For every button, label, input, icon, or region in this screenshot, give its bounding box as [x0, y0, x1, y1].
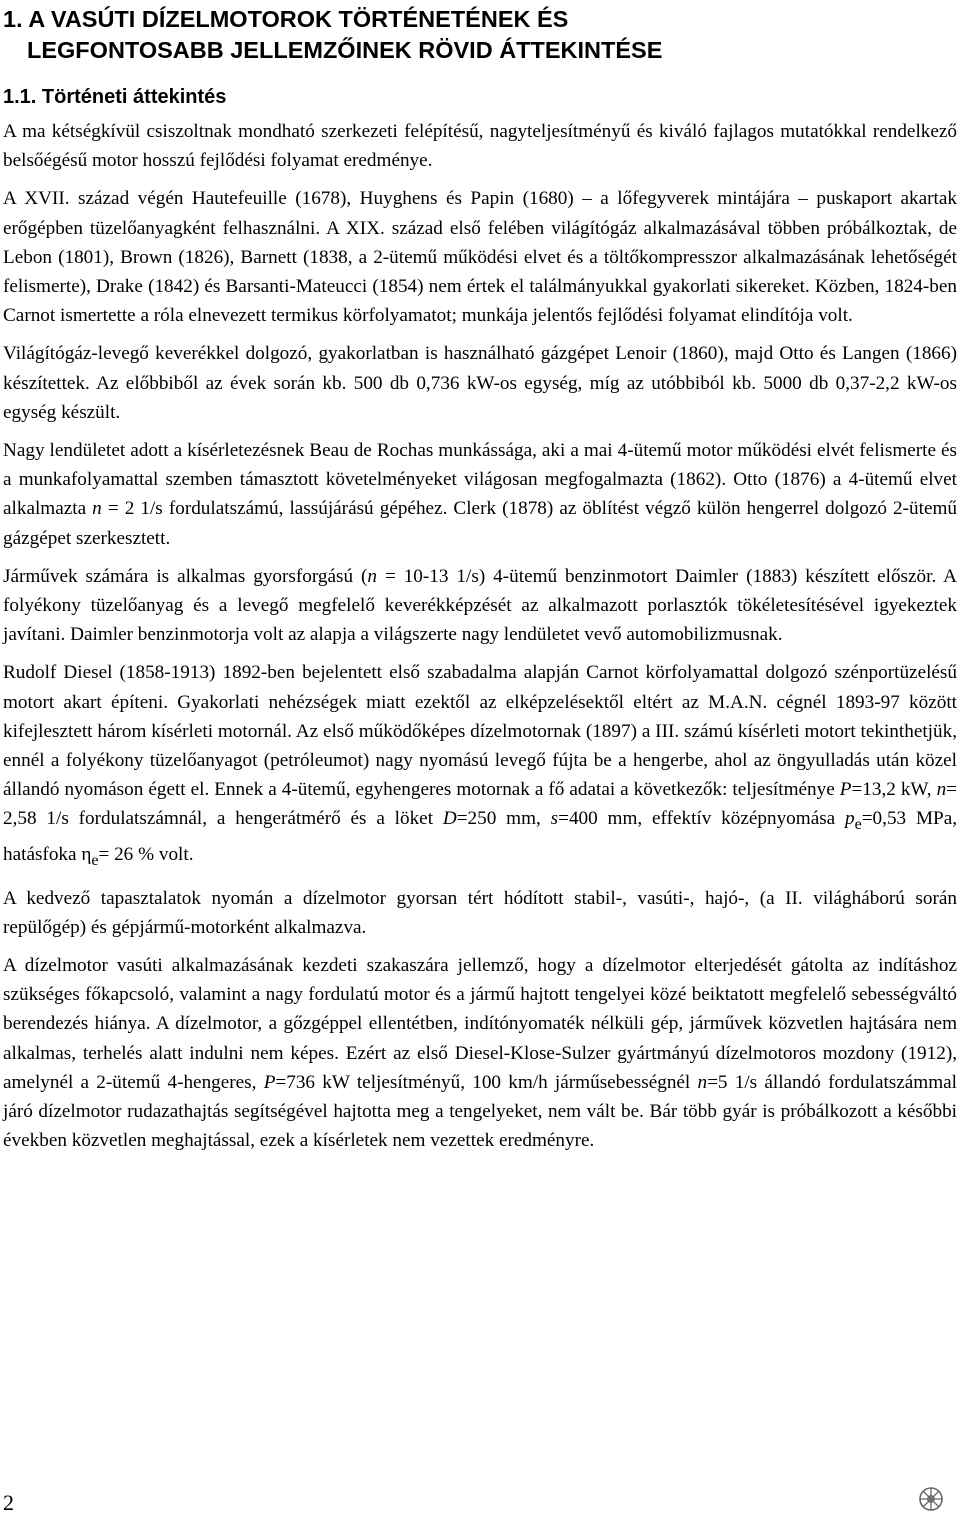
paragraph-early-history: A XVII. század végén Hautefeuille (1678), Huyghens és Papin (1680) – a lőfegyverek mintájára – puskaport akartak erőgépben tüzelőanyagként felhasználni. A XIX. század első felében világítógáz alkalmazásával többen próbálkoztak, de Lebon (1801), Brown (1826), Barnett (1838, a 2-ütemű működési elvet és a töltőkompresszor alkalmazásának lehetőségét felismerte), Drake (1842) és Barsanti-Mateucci (1854) nem értek el találmányukkal gyakorlati sikereket. Közben, 1824-ben Carnot ismertette a róla elnevezett termikus körfolyamatot; munkája jelentős fejlődési folyamat elindítója volt. — [3, 188, 957, 327]
paragraph-gas-engines: Világítógáz-levegő keverékkel dolgozó, gyakorlatban is használható gázgépet Lenoir (1860), majd Otto és Langen (1866) készítettek. Az előbbiből az évek során kb. 500 db 0,736 kW-os egység, míg az utóbbiból kb. 5000 db 0,37-2,2 kW-os egység készült. — [3, 343, 957, 423]
document-page — [3, 0, 957, 1155]
chapter-heading-line1: 1. A VASÚTI DÍZELMOTOROK TÖRTÉNETÉNEK ÉS — [3, 6, 569, 32]
paragraph-daimler: Járművek számára is alkalmas gyorsforgású (n = 10-13 1/s) 4-ütemű benzinmotort Daimler (1883) készített először. A folyékony tüzelőanyag és a levegő megfelelő keverékképzését az alkalmazott porlasztók tökéletesítésével igyekeztek javítani. Daimler benzinmotorja volt az alapja a világszerte nagy lendületet vevő automobilizmusnak. — [3, 565, 957, 646]
paragraph-applications: A kedvező tapasztalatok nyomán a dízelmotor gyorsan tért hódított stabil-, vasúti-, hajó-, (a II. világháború során repülőgép) és gépjármű-motorként alkalmazva. — [3, 887, 957, 938]
paragraph-diesel: Rudolf Diesel (1858-1913) 1892-ben bejelentett első szabadalma alapján Carnot körfolyamattal dolgozó szénportüzelésű motort akart építeni. Gyakorlati nehézségek miatt ezektől az elképzelésektől eltért az M.A.N. cégnél 1893-97 között kifejlesztett három kísérleti motornál. Az első működőképes dízelmotornak (1897) a III. számú kísérleti motort tekinthetjük, ennél a folyékony tüzelőanyagot (petróleumot) nagy nyomású levegő fújta be a hengerbe, ahol az öngyulladás után közel állandó nyomáson égett el. Ennek a 4-ütemű, egyhengeres motornak a fő adatai a következők: teljesítménye P=13,2 kW, n= 2,58 1/s fordulatszámnál, a hengerátmérő és a löket D=250 mm, s=400 mm, effektív középnyomása $p_e=0,53$ MPa, hatásfoka $\eta_e= 26$ % volt. — [3, 662, 958, 869]
chapter-heading-line2: LEGFONTOSABB JELLEMZŐINEK RÖVID ÁTTEKINTÉSE — [27, 37, 663, 63]
paragraph-four-stroke: Nagy lendületet adott a kísérletezésnek Beau de Rochas munkássága, aki a mai 4-ütemű motor működési elvét felismerte és a munkafolyamattal szemben támasztott követelményeket világosan megfogalmazta (1862). Otto (1876) a 4-ütemű elvet alkalmazta n = 2 1/s fordulatszámú, lassújárású gépéhez. Clerk (1878) az öblítést végző külön hengerrel dolgozó 2-ütemű gázgépet szerkesztett. — [3, 440, 957, 549]
section-heading: 1.1. Történeti áttekintés — [3, 86, 227, 108]
paragraph-railway: A dízelmotor vasúti alkalmazásának kezdeti szakaszára jellemző, hogy a dízelmotor elterjedését gátolta az indításhoz szükséges főkapcsoló, valamint a nagy fordulatú motor és a jármű hajtott tengelyei közé beiktatott megfelelő sebességváltó berendezés hiánya. A dízelmotor, a gőzgéppel ellentétben, indítónyomaték nélküli gép, járművek közvetlen hajtására nem alkalmas, terhelés alatt indulni nem képes. Ezért az első Diesel-Klose-Sulzer gyártmányú dízelmotoros mozdony (1912), amelynél a 2-ütemű 4-hengeres, P=736 kW teljesítményű, 100 km/h járműsebességnél n=5 1/s állandó fordulatszámmal járó dízelmotor rudazathajtás segítségével hajtotta meg a tengelyeket, nem vált be. Bár több gyár is próbálkozott a későbbi években közvetlen meghajtással, ezek a kísérletek nem vezettek eredményre. — [3, 954, 958, 1152]
chapter-heading — [3, 4, 957, 66]
page-number: 2 — [3, 1490, 14, 1515]
wheel-icon — [918, 1486, 944, 1512]
paragraph-intro: A ma kétségkívül csiszoltnak mondható szerkezeti felépítésű, nagyteljesítményű és kiváló fajlagos mutatókkal rendelkező belsőégésű motor hosszú fejlődési folyamat eredménye. — [3, 121, 957, 172]
